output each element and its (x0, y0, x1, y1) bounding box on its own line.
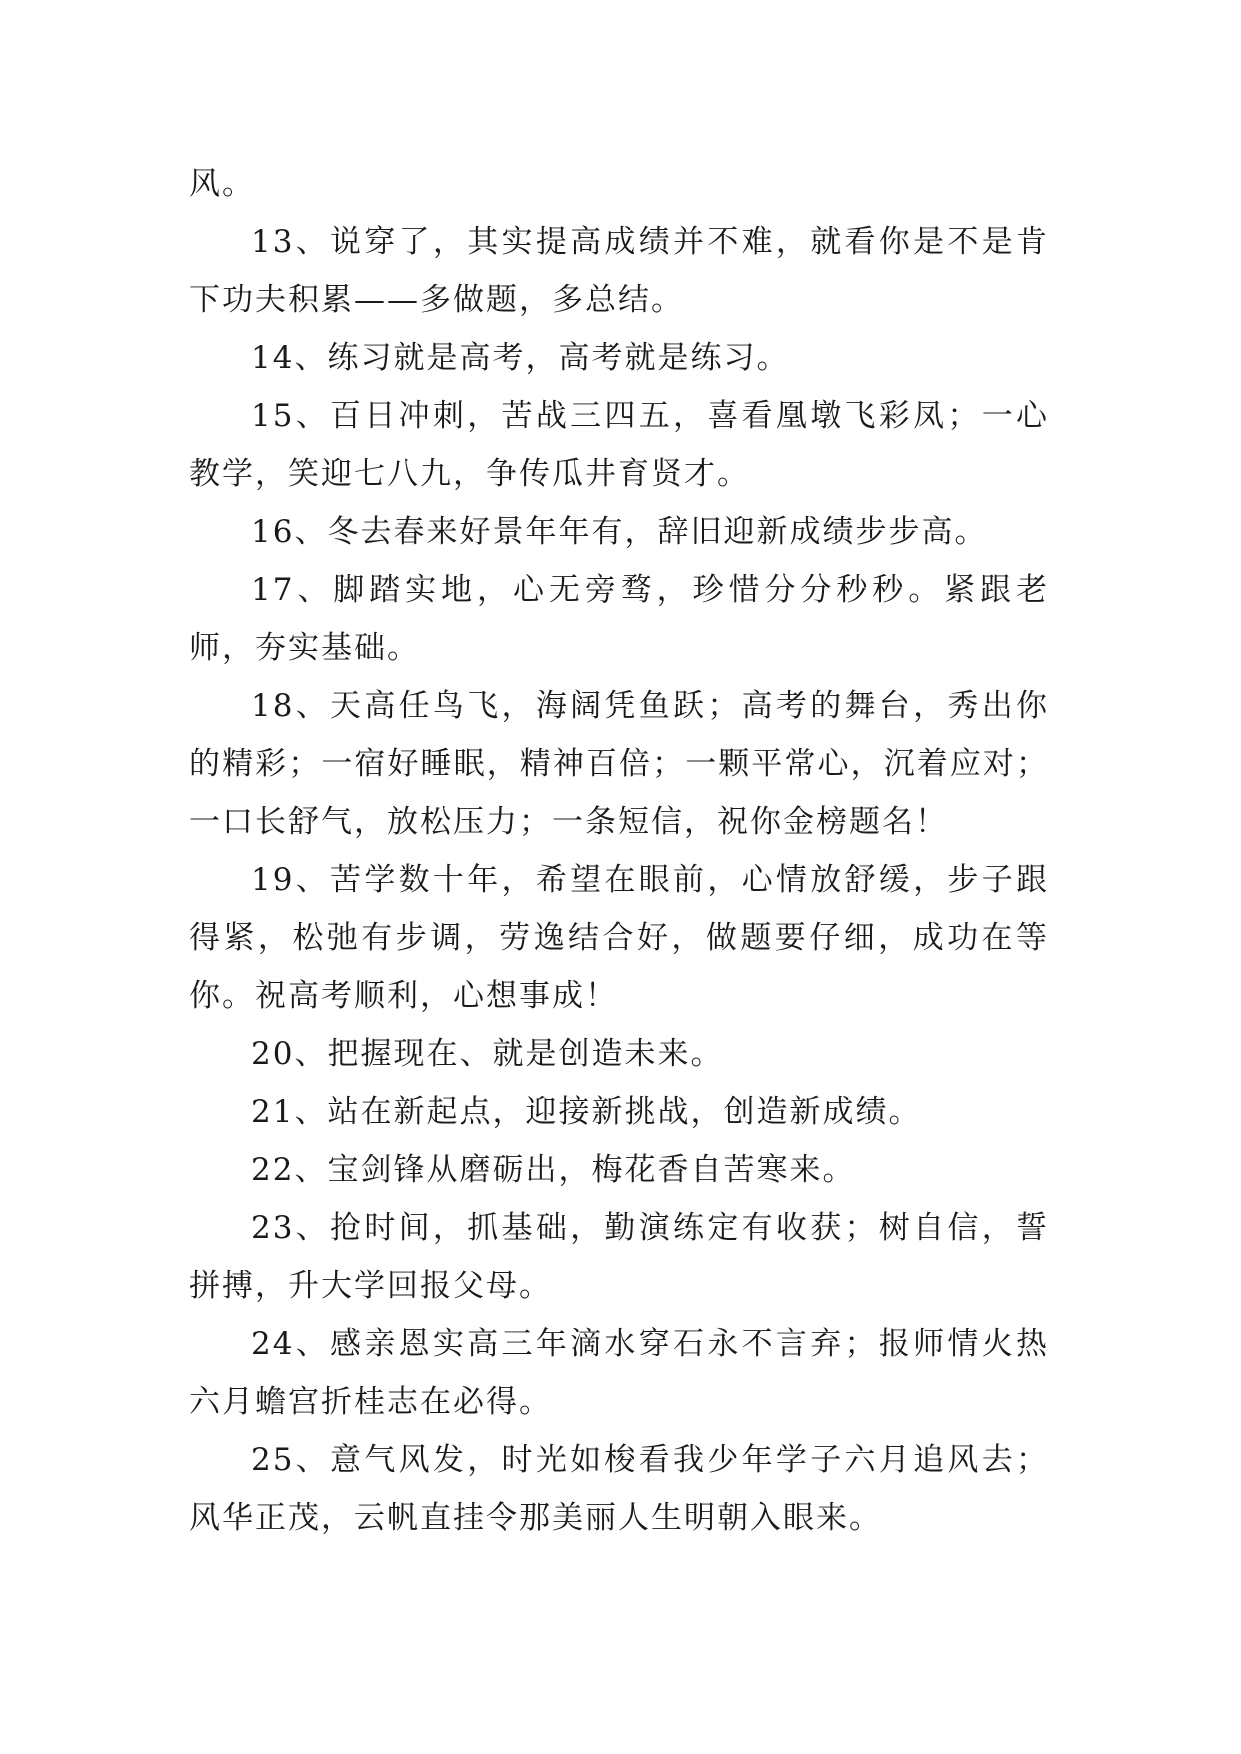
paragraph-15: 15、百日冲刺，苦战三四五，喜看凰墩飞彩凤；一心教学，笑迎七八九，争传瓜井育贤才。 (189, 398, 1049, 492)
paragraph-19: 19、苦学数十年，希望在眼前，心情放舒缓，步子跟得紧，松弛有步调，劳逸结合好，做题要仔细，成功在等你。祝高考顺利，心想事成！ (189, 862, 1049, 1014)
paragraph-21: 21、站在新起点，迎接新挑战，创造新成绩。 (251, 1094, 922, 1130)
paragraph-16: 16、冬去春来好景年年有，辞旧迎新成绩步步高。 (251, 514, 988, 550)
document-body (189, 155, 1049, 1547)
paragraph-18: 18、天高任鸟飞，海阔凭鱼跃；高考的舞台，秀出你的精彩；一宿好睡眠，精神百倍；一颗平常心，沉着应对；一口长舒气，放松压力；一条短信，祝你金榜题名！ (189, 688, 1049, 840)
paragraph-22: 22、宝剑锋从磨砺出，梅花香自苦寒来。 (251, 1152, 856, 1188)
paragraph-24: 24、感亲恩实高三年滴水穿石永不言弃；报师情火热六月蟾宫折桂志在必得。 (189, 1326, 1049, 1420)
paragraph-20: 20、把握现在、就是创造未来。 (251, 1036, 724, 1072)
paragraph-13: 13、说穿了，其实提高成绩并不难，就看你是不是肯下功夫积累——多做题，多总结。 (189, 224, 1049, 318)
paragraph-continuation: 风。 (189, 166, 255, 202)
paragraph-14: 14、练习就是高考，高考就是练习。 (251, 340, 790, 376)
paragraph-25: 25、意气风发，时光如梭看我少年学子六月追风去；风华正茂，云帆直挂令那美丽人生明朝入眼来。 (189, 1442, 1049, 1536)
paragraph-17: 17、脚踏实地，心无旁骛，珍惜分分秒秒。紧跟老师，夯实基础。 (189, 572, 1049, 666)
paragraph-23: 23、抢时间，抓基础，勤演练定有收获；树自信，誓拼搏，升大学回报父母。 (189, 1210, 1049, 1304)
